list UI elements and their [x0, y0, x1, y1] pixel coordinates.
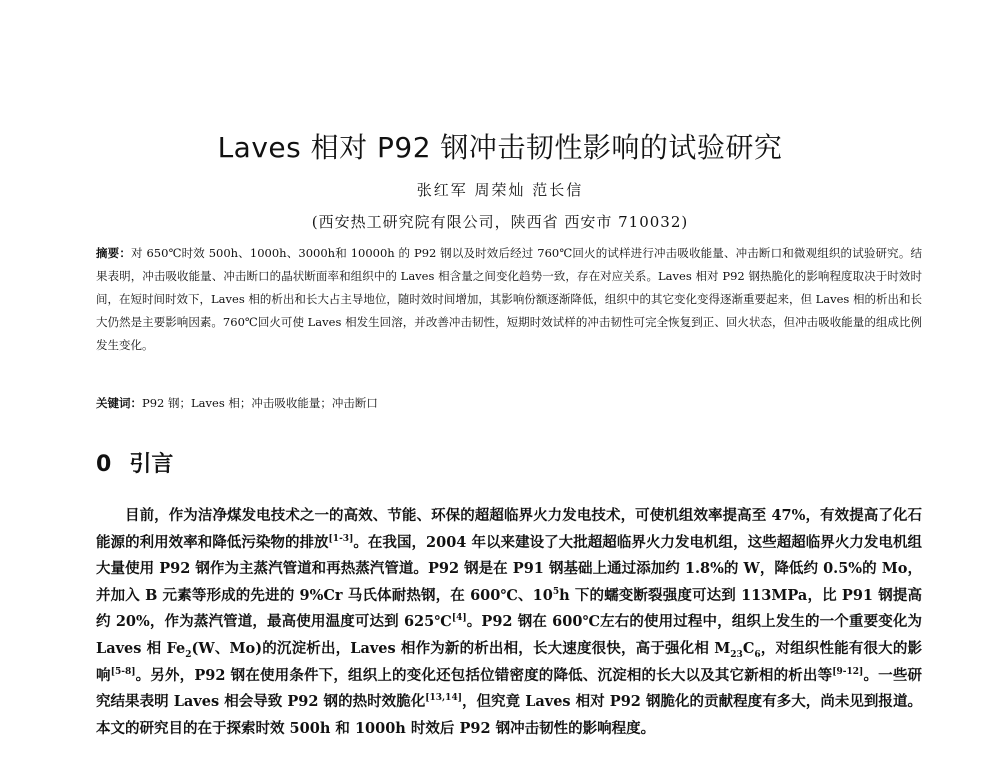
body-text-segment: 。P92 钢在 600℃左右的使用过程中，组织上发生的一个重要变化为 Laves 相 Fe	[96, 613, 922, 657]
citation-ref: [5-8]	[110, 666, 136, 677]
citation-ref: [13,14]	[425, 693, 462, 704]
citation-ref: [1-3]	[328, 533, 354, 544]
abstract-label: 摘要：	[96, 246, 131, 260]
body-text-segment: 。一些研究结果表明 Laves 相会导致 P92 钢的热时效脆化	[96, 666, 923, 711]
subscript: 23	[730, 649, 743, 660]
section-number: 0	[96, 452, 112, 477]
paper-title: Laves 相对 P92 钢冲击韧性影响的试验研究	[217, 131, 783, 164]
keywords	[96, 392, 922, 415]
body-text-segment: ，但究竟 Laves 相对 P92 钢脆化的贡献程度有多大，尚未见到报道。本文的研究目的在于探索时效 500h 和 1000h 时效后 P92 钢冲击韧性的影响程度。	[96, 693, 922, 737]
body-text-segment: ，对组织性能有很大的影响	[96, 639, 923, 684]
body-text-segment: 。另外，P92 钢在使用条件下，组织上的变化还包括位错密度的降低、沉淀相的长大以及其它新相的析出等	[135, 666, 833, 684]
section-heading-introduction	[96, 447, 173, 478]
citation-ref: [4]	[451, 613, 467, 624]
body-text-segment: C	[742, 639, 755, 657]
introduction-paragraph	[96, 503, 922, 742]
abstract	[96, 242, 922, 357]
abstract-text: 对 650℃时效 500h、1000h、3000h和 10000h 的 P92 钢以及时效后经过 760℃回火的试样进行冲击吸收能量、冲击断口和微观组织的试验研究。结果表明，冲击吸收能量、冲击断口的晶状断面率和组织中的 Laves 相含量之间变化趋势一致，存在对应关系。Laves 相对 P92 钢热脆化的影响程度取决于时效时间，在短时间时效下，Laves 相的析出和长大占主导地位，随时效时间增加，其影响份额逐渐降低，组织中的其它变化变得逐渐重要起来，但 Laves 相的析出和长大仍然是主要影响因素。760℃回火可使 Laves 相发生回溶，并改善冲击韧性，短期时效试样的冲击韧性可完全恢复到正、回火状态，但冲击吸收能量的组成比例发生变化。	[96, 246, 923, 352]
keywords-label: 关键词：	[96, 396, 142, 410]
body-text-segment: 目前，作为洁净煤发电技术之一的高效、节能、环保的超超临界火力发电技术，可使机组效率提高至 47%，有效提高了化石能源的利用效率和降低污染物的排放	[96, 507, 922, 551]
subscript: 6	[754, 649, 761, 660]
body-text-segment: 。在我国，2004 年以来建设了大批超超临界火力发电机组，这些超超临界火力发电机组大量使用 P92 钢作为主蒸汽管道和再热蒸汽管道。P92 钢是在 P91 钢基础上通过添加约 1.8%的 W，降低约 0.5%的 Mo，并加入 B 元素等形成的先进的 9%Cr 马氏体耐热钢，在 600℃、10	[96, 533, 922, 604]
body-text-segment: (W、Mo)的沉淀析出，Laves 相作为新的析出相，长大速度很快，高于强化相 M	[191, 639, 731, 657]
author-list: 张红军 周荣灿 范长信	[416, 181, 584, 199]
author-affiliation: (西安热工研究院有限公司，陕西省 西安市 710032)	[311, 213, 689, 231]
keywords-text: P92 钢；Laves 相；冲击吸收能量；冲击断口	[142, 396, 378, 410]
subscript: 2	[185, 649, 192, 660]
section-title: 引言	[129, 452, 174, 477]
body-text-segment: h 下的蠕变断裂强度可达到 113MPa，比 P91 钢提高约 20%，作为蒸汽管道，最高使用温度可达到 625℃	[96, 586, 922, 631]
citation-ref: [9-12]	[832, 666, 864, 677]
exponent: 5	[552, 586, 560, 597]
